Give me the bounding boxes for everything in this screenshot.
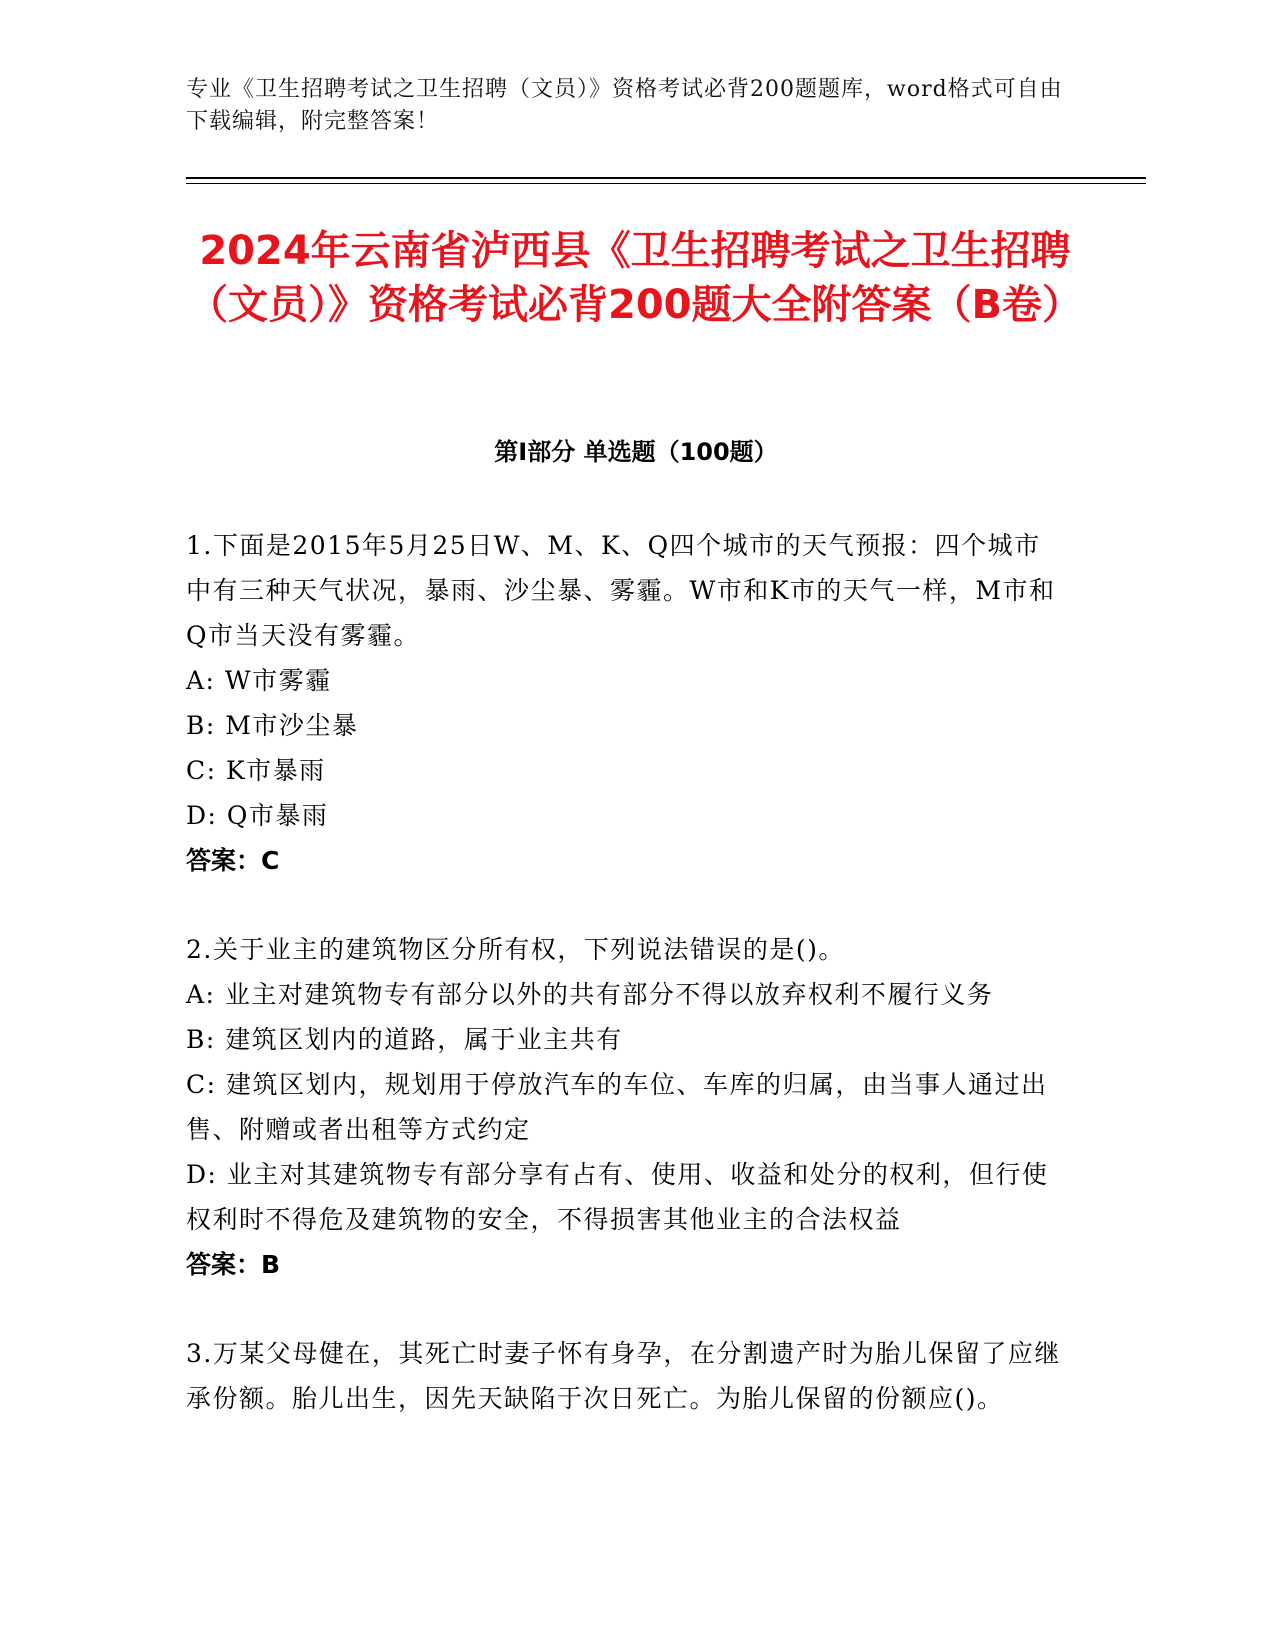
header-rule-thick: [186, 177, 1146, 179]
option-d: D: 业主对其建筑物专有部分享有占有、使用、收益和处分的权利，但行使权利时不得危及建筑物的安全，不得损害其他业主的合法权益: [186, 1160, 1049, 1234]
option-a: A: W市雾霾: [186, 666, 332, 695]
option-a: A: 业主对建筑物专有部分以外的共有部分不得以放弃权利不履行义务: [186, 980, 994, 1009]
option-d: D: Q市暴雨: [186, 801, 329, 830]
document-title: 2024年云南省泸西县《卫生招聘考试之卫生招聘（文员）》资格考试必背200题大全附答案（B卷）: [188, 228, 1082, 328]
option-c: C: K市暴雨: [186, 756, 326, 785]
option-b: B: M市沙尘暴: [186, 711, 359, 740]
question-stem: 2.关于业主的建筑物区分所有权，下列说法错误的是()。: [186, 935, 845, 964]
answer: 答案：B: [186, 1250, 281, 1279]
header-rule-thin: [186, 183, 1146, 184]
question-stem: 1.下面是2015年5月25日W、M、K、Q四个城市的天气预报：四个城市中有三种天气状况，暴雨、沙尘暴、雾霾。W市和K市的天气一样，M市和Q市当天没有雾霾。: [186, 531, 1056, 650]
question-1: [186, 523, 1066, 883]
question-stem: 3.万某父母健在，其死亡时妻子怀有身孕，在分割遗产时为胎儿保留了应继承份额。胎儿出生，因先天缺陷于次日死亡。为胎儿保留的份额应()。: [186, 1339, 1061, 1413]
header-note: 专业《卫生招聘考试之卫生招聘（文员）》资格考试必背200题题库，word格式可自由下载编辑，附完整答案！: [186, 77, 1063, 134]
question-list: [186, 523, 1066, 1465]
section-title: 第I部分 单选题（100题）: [494, 438, 778, 466]
question-3: [186, 1331, 1066, 1421]
question-2: [186, 927, 1066, 1287]
option-b: B: 建筑区划内的道路，属于业主共有: [186, 1025, 623, 1054]
answer: 答案：C: [186, 846, 280, 875]
option-c: C: 建筑区划内，规划用于停放汽车的车位、车库的归属，由当事人通过出售、附赠或者出租等方式约定: [186, 1070, 1048, 1144]
